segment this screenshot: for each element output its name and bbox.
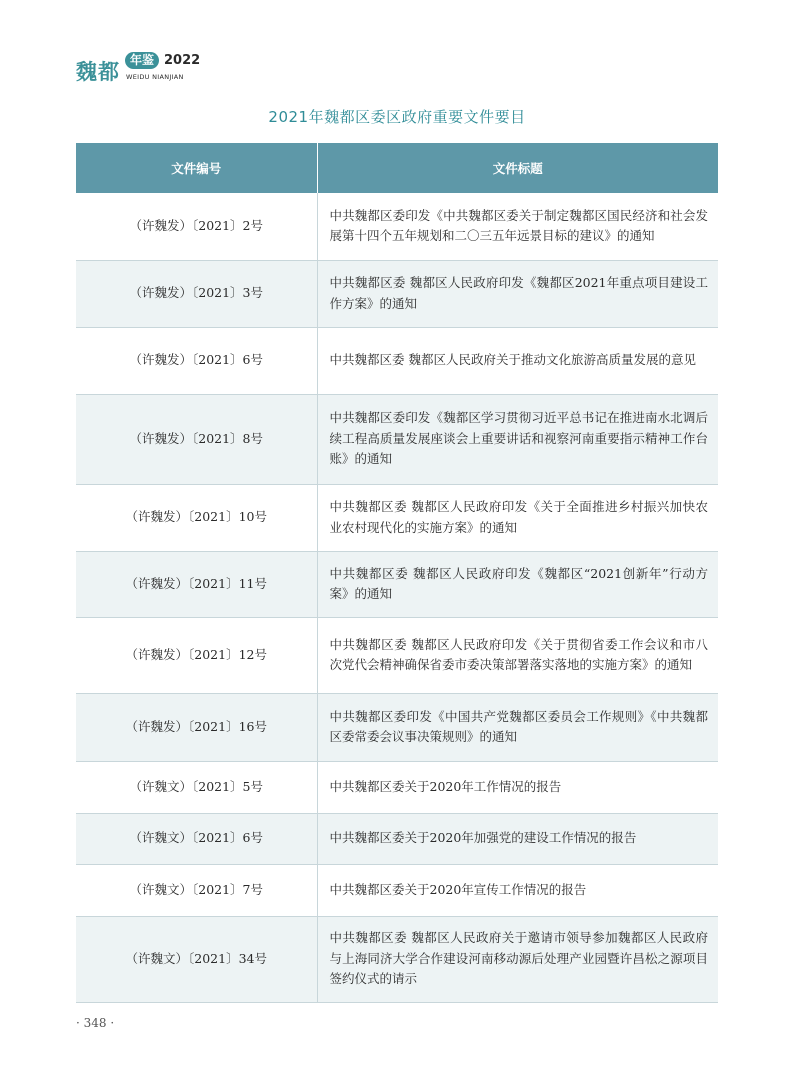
page-number: · 348 ·: [76, 1016, 115, 1030]
table-row: [76, 761, 718, 813]
table-row: [76, 916, 718, 1002]
file-number: （许魏文）〔2021〕6号: [76, 813, 317, 864]
table-row: [76, 693, 718, 761]
file-title: 中共魏都区委关于2020年宣传工作情况的报告: [317, 864, 718, 916]
file-number: （许魏发）〔2021〕10号: [76, 484, 317, 551]
file-number: （许魏发）〔2021〕2号: [76, 193, 317, 260]
table-row: [76, 260, 718, 327]
table-row: [76, 193, 718, 260]
logo-subtitle: WEIDU NIANJIAN: [126, 73, 184, 81]
file-title: 中共魏都区委 魏都区人民政府关于邀请市领导参加魏都区人民政府与上海同济大学合作建设河南移动源后处理产业园暨许昌松之源项目签约仪式的请示: [317, 916, 718, 1002]
file-title: 中共魏都区委印发《魏都区学习贯彻习近平总书记在推进南水北调后续工程高质量发展座谈会上重要讲话和视察河南重要指示精神工作台账》的通知: [317, 394, 718, 484]
file-number: （许魏发）〔2021〕16号: [76, 693, 317, 761]
table-row: [76, 551, 718, 617]
column-header-number: 文件编号: [76, 143, 317, 193]
file-number: （许魏发）〔2021〕12号: [76, 617, 317, 693]
file-title: 中共魏都区委 魏都区人民政府关于推动文化旅游高质量发展的意见: [317, 327, 718, 394]
table-header-row: [76, 143, 718, 193]
file-number: （许魏发）〔2021〕6号: [76, 327, 317, 394]
table-row: [76, 864, 718, 916]
table-row: [76, 394, 718, 484]
file-title: 中共魏都区委 魏都区人民政府印发《关于贯彻省委工作会议和市八次党代会精神确保省委市委决策部署落实落地的实施方案》的通知: [317, 617, 718, 693]
file-number: （许魏文）〔2021〕7号: [76, 864, 317, 916]
file-title: 中共魏都区委 魏都区人民政府印发《魏都区“2021创新年”行动方案》的通知: [317, 551, 718, 617]
file-number: （许魏发）〔2021〕3号: [76, 260, 317, 327]
file-title: 中共魏都区委 魏都区人民政府印发《魏都区2021年重点项目建设工作方案》的通知: [317, 260, 718, 327]
file-title: 中共魏都区委印发《中国共产党魏都区委员会工作规则》《中共魏都区委常委会议事决策规则》的通知: [317, 693, 718, 761]
file-title: 中共魏都区委印发《中共魏都区委关于制定魏都区国民经济和社会发展第十四个五年规划和二〇三五年远景目标的建议》的通知: [317, 193, 718, 260]
file-number: （许魏发）〔2021〕11号: [76, 551, 317, 617]
file-title: 中共魏都区委关于2020年加强党的建设工作情况的报告: [317, 813, 718, 864]
logo-main-text: 魏都: [76, 60, 120, 84]
page-title: 2021年魏都区委区政府重要文件要目: [268, 108, 526, 126]
column-header-title: 文件标题: [317, 143, 718, 193]
logo-badge: 年鉴: [125, 52, 159, 69]
file-number: （许魏发）〔2021〕8号: [76, 394, 317, 484]
documents-table: [76, 143, 718, 1003]
file-title: 中共魏都区委关于2020年工作情况的报告: [317, 761, 718, 813]
file-number: （许魏文）〔2021〕34号: [76, 916, 317, 1002]
table-row: [76, 484, 718, 551]
logo-year: 2022: [164, 53, 201, 68]
file-number: （许魏文）〔2021〕5号: [76, 761, 317, 813]
table-row: [76, 813, 718, 864]
table-row: [76, 617, 718, 693]
file-title: 中共魏都区委 魏都区人民政府印发《关于全面推进乡村振兴加快农业农村现代化的实施方案》的通知: [317, 484, 718, 551]
yearbook-logo: [76, 52, 216, 86]
table-row: [76, 327, 718, 394]
